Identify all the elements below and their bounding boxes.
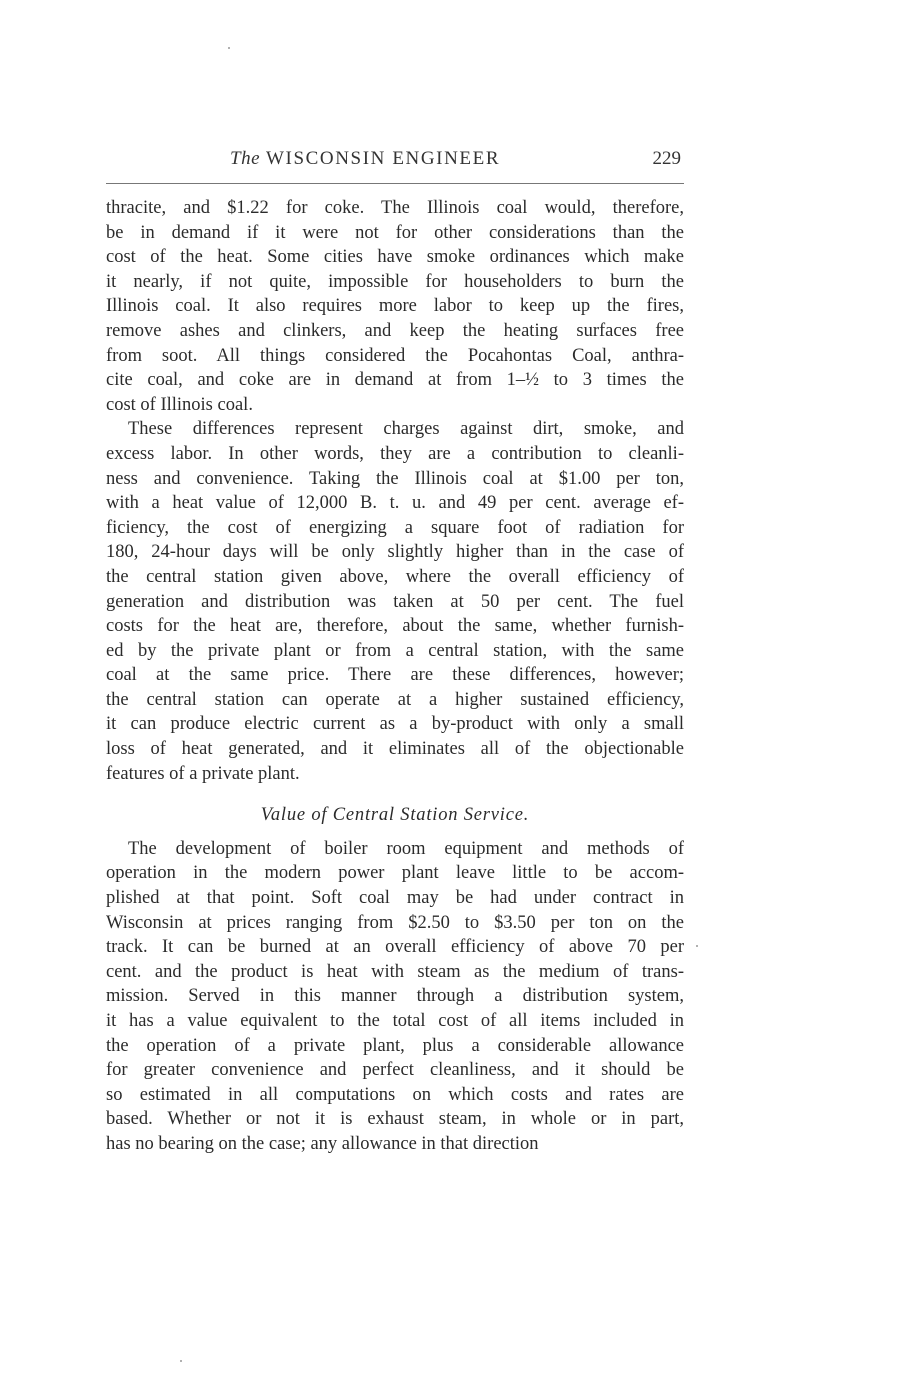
text-line: it nearly, if not quite, impossible for householders to burn the — [106, 271, 684, 292]
page-number: 229 — [652, 148, 681, 169]
text-line: operation in the modern power plant leave little to be accom- — [106, 863, 684, 884]
text-line: the central station given above, where the overall efficiency of — [106, 566, 684, 587]
text-line: mission. Served in this manner through a distribution system, — [106, 986, 684, 1007]
text-line: cent. and the product is heat with steam as the medium of trans- — [106, 961, 684, 982]
journal-title — [230, 148, 500, 170]
text-line: loss of heat generated, and it eliminates all of the objectionable — [106, 739, 684, 760]
text-line: generation and distribution was taken at 50 per cent. The fuel — [106, 591, 684, 612]
text-line: ficiency, the cost of energizing a square foot of radiation for — [106, 517, 684, 538]
text-line: Illinois coal. It also requires more labor to keep up the fires, — [106, 296, 684, 317]
text-line: cost of Illinois coal. — [106, 394, 253, 415]
text-line: excess labor. In other words, they are a contribution to cleanli- — [106, 443, 684, 464]
journal-title-prefix: The — [230, 148, 260, 169]
running-header — [230, 148, 685, 176]
paragraph-group-2 — [106, 837, 684, 1157]
text-line: plished at that point. Soft coal may be had under contract in — [106, 888, 684, 909]
text-line: ed by the private plant or from a central station, with the same — [106, 640, 684, 661]
text-line: The development of boiler room equipment and methods of — [128, 838, 684, 859]
paragraph — [106, 837, 684, 1157]
text-line: be in demand if it were not for other considerations than the — [106, 222, 684, 243]
text-line: based. Whether or not it is exhaust steam, in whole or in part, — [106, 1109, 684, 1130]
text-line: it can produce electric current as a by-product with only a small — [106, 714, 684, 735]
text-line: the operation of a private plant, plus a considerable allowance — [106, 1035, 684, 1056]
header-rule — [106, 183, 684, 184]
article-body — [106, 196, 684, 1157]
text-line: for greater convenience and perfect cleanliness, and it should be — [106, 1060, 684, 1081]
text-line: thracite, and $1.22 for coke. The Illinois coal would, therefore, — [106, 198, 684, 218]
paragraph — [106, 196, 684, 417]
text-line: features of a private plant. — [106, 763, 300, 784]
text-line: the central station can operate at a higher sustained efficiency, — [106, 689, 684, 710]
text-line: These differences represent charges against dirt, smoke, and — [128, 419, 684, 440]
text-line: cost of the heat. Some cities have smoke ordinances which make — [106, 247, 684, 268]
text-line: has no bearing on the case; any allowance in that direction — [106, 1133, 539, 1154]
text-line: from soot. All things considered the Pocahontas Coal, anthra- — [106, 345, 684, 366]
print-speck — [696, 945, 698, 947]
text-line: costs for the heat are, therefore, about the same, whether furnish- — [106, 616, 684, 637]
section-heading: Value of Central Station Service. — [260, 805, 530, 826]
text-line: ness and convenience. Taking the Illinois coal at $1.00 per ton, — [106, 468, 684, 489]
print-speck — [228, 47, 230, 49]
print-speck — [180, 1360, 182, 1362]
paragraph — [106, 417, 684, 786]
journal-title-main: WISCONSIN ENGINEER — [266, 148, 501, 169]
text-line: it has a value equivalent to the total cost of all items included in — [106, 1011, 684, 1031]
paragraph-group-1 — [106, 196, 684, 786]
text-line: with a heat value of 12,000 B. t. u. and 49 per cent. average ef- — [106, 493, 684, 514]
text-line: remove ashes and clinkers, and keep the heating surfaces free — [106, 320, 684, 341]
text-line: coal at the same price. There are these differences, however; — [106, 665, 684, 686]
text-line: so estimated in all computations on which costs and rates are — [106, 1084, 684, 1105]
text-line: Wisconsin at prices ranging from $2.50 to $3.50 per ton on the — [106, 912, 684, 933]
text-line: track. It can be burned at an overall efficiency of above 70 per — [106, 937, 684, 958]
text-line: cite coal, and coke are in demand at from 1–½ to 3 times the — [106, 370, 684, 391]
text-line: 180, 24-hour days will be only slightly higher than in the case of — [106, 542, 684, 563]
